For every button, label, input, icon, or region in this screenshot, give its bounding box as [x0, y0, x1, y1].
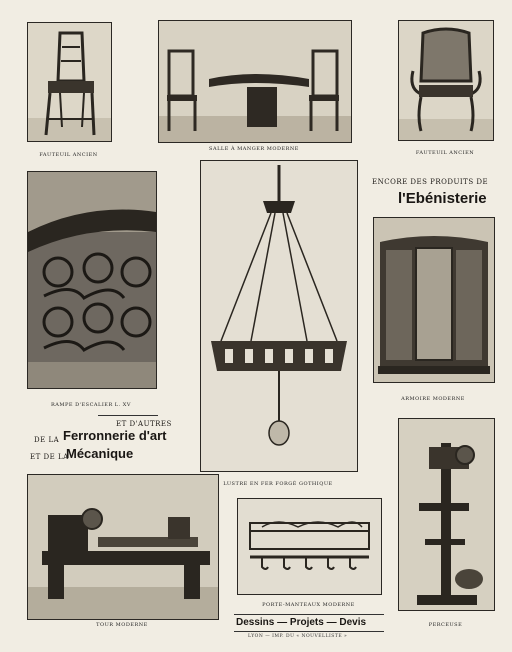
- staircase-railing-illustration: [28, 172, 156, 388]
- ferronnerie-prefix-2: ET DE LA: [30, 453, 69, 461]
- bergere-illustration: [399, 21, 493, 140]
- photo-salle-a-manger: [158, 20, 352, 143]
- coat-rack-illustration: [238, 499, 381, 594]
- photo-fauteuil-ancien-right: [398, 20, 494, 141]
- caption-porte-manteaux: PORTE-MANTEAUX MODERNE: [262, 602, 355, 608]
- footer-imprint: LYON — IMP. DU « NOUVELLISTE »: [248, 634, 348, 639]
- photo-lustre: [200, 160, 358, 472]
- ebenisterie-title: l'Ebénisterie: [398, 190, 487, 207]
- ferronnerie-prefix-1: DE LA: [34, 436, 60, 444]
- photo-porte-manteaux: [237, 498, 382, 595]
- wardrobe-illustration: [374, 218, 494, 382]
- caption-armoire: ARMOIRE MODERNE: [401, 396, 465, 402]
- footer-rule-top: [234, 614, 384, 615]
- caption-tour-moderne: TOUR MODERNE: [96, 622, 148, 628]
- ebenisterie-intro: ENCORE DES PRODUITS DE: [372, 178, 489, 186]
- caption-rampe-escalier: RAMPE D'ESCALIER L. XV: [51, 402, 131, 408]
- footer-rule-bottom: [234, 631, 384, 632]
- caption-perceuse: PERCEUSE: [428, 622, 463, 628]
- photo-armoire: [373, 217, 495, 383]
- ferronnerie-title: Ferronnerie d'art: [63, 428, 167, 443]
- lathe-illustration: [28, 475, 218, 619]
- photo-tour-moderne: [27, 474, 219, 620]
- caption-fauteuil-ancien-left: FAUTEUIL ANCIEN: [39, 152, 98, 158]
- caption-lustre: LUSTRE EN FER FORGÉ GOTHIQUE: [223, 481, 333, 487]
- photo-rampe-escalier: [27, 171, 157, 389]
- armchair-illustration: [28, 23, 111, 141]
- drill-press-illustration: [399, 419, 494, 610]
- dining-room-illustration: [159, 21, 351, 142]
- caption-salle-a-manger: SALLE À MANGER MODERNE: [209, 146, 299, 152]
- caption-fauteuil-ancien-right: FAUTEUIL ANCIEN: [415, 150, 475, 156]
- photo-fauteuil-ancien-left: [27, 22, 112, 142]
- chandelier-illustration: [201, 161, 357, 471]
- mecanique-title: Mécanique: [66, 446, 134, 461]
- ferronnerie-intro: ET D'AUTRES: [116, 420, 172, 428]
- photo-perceuse: [398, 418, 495, 611]
- footer-services: Dessins — Projets — Devis: [236, 617, 367, 628]
- divider-rule: [98, 415, 158, 416]
